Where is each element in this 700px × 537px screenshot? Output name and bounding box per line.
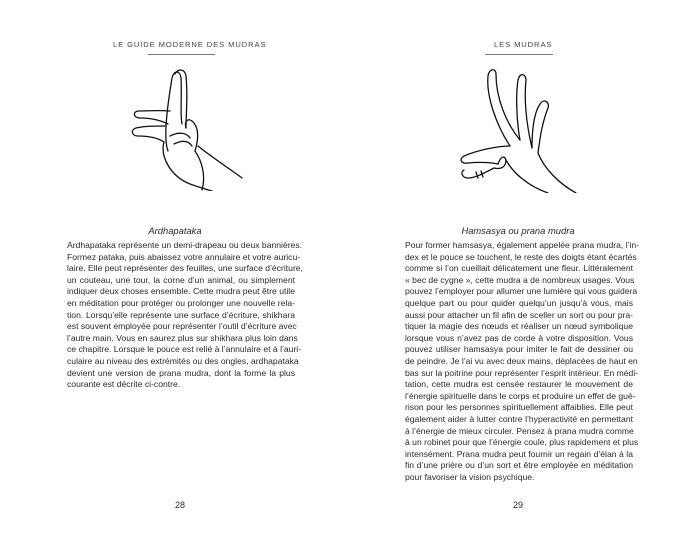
right-page bbox=[350, 0, 700, 537]
text-line: dex et le pouce se touchent, le reste des doigts étant écartés bbox=[405, 251, 637, 262]
text-line: à l’énergie de mieux circuler. Pensez à prana mudra comme bbox=[405, 425, 634, 436]
illustration-caption: Hamsasya ou prana mudra bbox=[461, 225, 575, 236]
text-line: « bec de cygne », cette mudra a de nombreux usages. Vous bbox=[405, 274, 635, 285]
text-line: Formez pataka, puis abaissez votre annulaire et votre auricu- bbox=[67, 251, 301, 262]
text-line: tation, cette mudra est censée restaurer le mouvement de bbox=[405, 379, 633, 390]
text-line: courante est décrite ci-contre. bbox=[67, 379, 181, 390]
text-line: intensément. Prana mudra peut fournir un regain d’élan à la bbox=[405, 448, 633, 459]
text-line: en méditation pour protéger ou prolonger une nouvelle rela- bbox=[67, 297, 295, 308]
text-line: comme si l’on cueillait délicatement une fleur. Littéralement bbox=[405, 263, 633, 274]
text-line: l’autre main. Vous en saurez plus sur shikhara plus loin dans bbox=[67, 332, 298, 343]
text-line: également aider à lutter contre l’hyperactivité en permettant bbox=[405, 413, 633, 424]
illustration-caption: Ardhapataka bbox=[148, 225, 202, 236]
hand-ardhapataka-icon bbox=[130, 66, 245, 191]
text-line: à un robinet pour que l’énergie coule, plus rapidement et plus bbox=[405, 437, 639, 448]
text-line: devient une version de prana mudra, dont la forme la plus bbox=[67, 367, 295, 378]
text-line: Pour former hamsasya, également appelée prana mudra, l’in- bbox=[405, 240, 640, 250]
text-line: fin d’une prière ou d’un sort et être employée en méditation bbox=[405, 460, 633, 471]
text-line: de peindre. Je l’ai vu avec deux mains, déplacées de haut en bbox=[405, 355, 638, 366]
text-line: lorsque vous n’avez pas de corde à votre disposition. Vous bbox=[405, 332, 633, 343]
text-line: quelque part ou pour quider quelqu’un jusqu’à vous, mais bbox=[405, 297, 633, 308]
text-line: ce chapitre. Lorsque le pouce est relié à l’annulaire et à l’auri- bbox=[67, 344, 302, 355]
text-line: culaire au niveau des extrémités ou des ongles, ardhapataka bbox=[67, 355, 299, 366]
hand-hamsasya-icon bbox=[458, 68, 578, 193]
text-line: pouvez utiliser hamsasya pour imiter le fait de dessiner ou bbox=[405, 344, 633, 355]
text-line: est souvent employée pour représenter l’outil d’écriture avec bbox=[67, 321, 297, 332]
text-line: aussi pour attacher un fil afin de sceller un sort ou pour pra- bbox=[405, 309, 633, 320]
running-header: LE GUIDE MODERNE DES MUDRAS bbox=[113, 40, 267, 49]
text-line: Ardhapataka représente un demi-drapeau ou deux bannières. bbox=[67, 240, 303, 250]
text-line: tiquer la magie des nœuds et réaliser un nœud symbolique bbox=[405, 321, 633, 332]
text-line: un couteau, une tour, la corne d’un animal, ou simplement bbox=[67, 274, 295, 285]
text-line: laire. Elle peut représenter des feuilles, une surface d’écriture, bbox=[67, 263, 303, 274]
page-number: 29 bbox=[512, 500, 523, 510]
body-text bbox=[67, 240, 303, 391]
text-line: indiquer deux choses ensemble. Cette mudra peut être utile bbox=[67, 286, 295, 297]
text-line: l’énergie spirituelle dans le corps et produire un effet de gué- bbox=[405, 390, 636, 401]
text-line: rison pour les personnes spirituellement affaiblies. Elle peut bbox=[405, 402, 633, 413]
header-rule bbox=[485, 54, 553, 55]
page-number: 28 bbox=[174, 500, 185, 510]
text-line: bas sur la poitrine pour représenter l’esprit intérieur. En médi- bbox=[405, 367, 639, 378]
text-line: tion. Lorsqu’elle représente une surface d’écriture, shikhara bbox=[67, 309, 295, 320]
text-line: pouvez l’employer pour allumer une lumière qui vous guidera bbox=[405, 286, 638, 297]
running-header: LES MUDRAS bbox=[494, 40, 553, 49]
header-rule bbox=[148, 54, 215, 55]
body-text bbox=[405, 240, 640, 483]
text-line: pour favoriser la vision psychique. bbox=[405, 471, 535, 482]
